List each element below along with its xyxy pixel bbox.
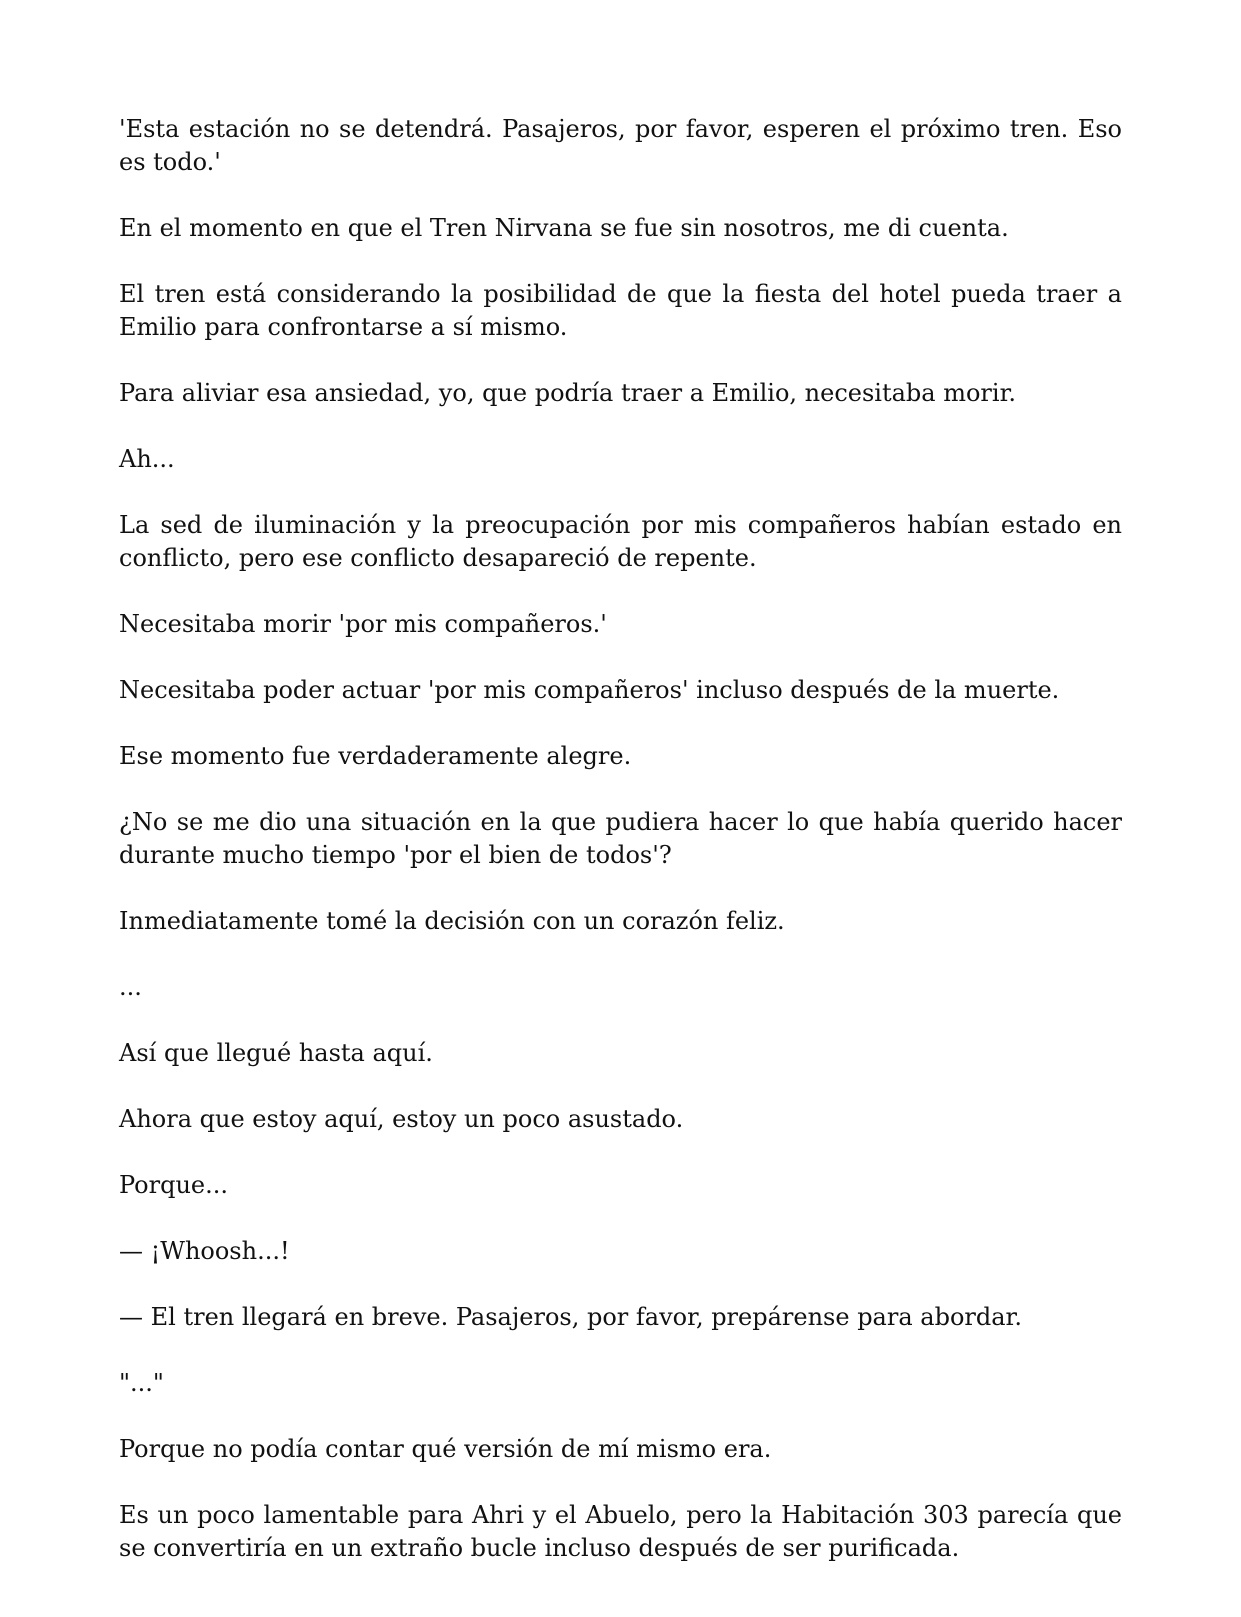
- paragraph: ...: [119, 973, 142, 1001]
- paragraph: En el momento en que el Tren Nirvana se fue sin nosotros, me di cuenta.: [119, 214, 1009, 242]
- paragraph: La sed de iluminación y la preocupación por mis compañeros habían estado en conflicto, pero ese conflicto desapareció de repente.: [119, 511, 1122, 572]
- paragraph: Necesitaba morir 'por mis compañeros.': [119, 610, 607, 638]
- paragraph: Necesitaba poder actuar 'por mis compañeros' incluso después de la muerte.: [119, 676, 1060, 704]
- paragraph: Inmediatamente tomé la decisión con un corazón feliz.: [119, 907, 785, 935]
- body-text: [119, 113, 1122, 1565]
- paragraph: Para aliviar esa ansiedad, yo, que podría traer a Emilio, necesitaba morir.: [119, 379, 1017, 407]
- paragraph: El tren está considerando la posibilidad de que la fiesta del hotel pueda traer a Emilio para confrontarse a sí mismo.: [119, 280, 1122, 341]
- paragraph: Ahora que estoy aquí, estoy un poco asustado.: [119, 1105, 684, 1133]
- paragraph: Porque...: [119, 1171, 229, 1199]
- paragraph: Ese momento fue verdaderamente alegre.: [119, 742, 632, 770]
- paragraph: Así que llegué hasta aquí.: [119, 1039, 433, 1067]
- paragraph: — ¡Whoosh...!: [119, 1237, 290, 1265]
- paragraph: ¿No se me dio una situación en la que pudiera hacer lo que había querido hacer durante mucho tiempo 'por el bien de todos'?: [119, 808, 1122, 869]
- paragraph: "...": [119, 1369, 164, 1397]
- paragraph: — El tren llegará en breve. Pasajeros, por favor, prepárense para abordar.: [119, 1303, 1022, 1331]
- paragraph: Es un poco lamentable para Ahri y el Abuelo, pero la Habitación 303 parecía que se convertiría en un extraño bucle incluso después de ser purificada.: [119, 1501, 1122, 1562]
- paragraph: Porque no podía contar qué versión de mí mismo era.: [119, 1435, 772, 1463]
- paragraph: Ah...: [119, 445, 175, 473]
- paragraph: 'Esta estación no se detendrá. Pasajeros, por favor, esperen el próximo tren. Eso es todo.': [119, 115, 1122, 176]
